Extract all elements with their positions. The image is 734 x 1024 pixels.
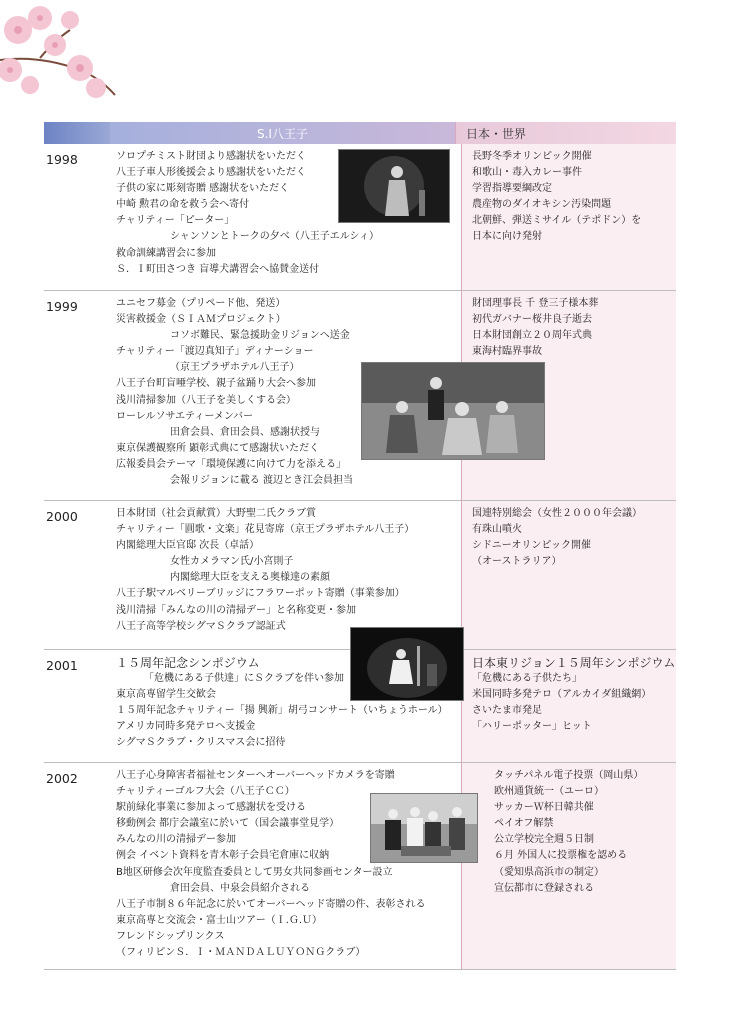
- list-item: チャリティー「圓歌・文楽」花見寄席（京王プラザホテル八王子）: [116, 524, 415, 536]
- list-item: タッチパネル電子投票（岡山県）: [494, 770, 644, 781]
- list-item: アメリカ同時多発テロへ支援金: [116, 721, 256, 733]
- list-item: 東京高専留学生交歓会: [116, 689, 216, 701]
- list-item: 長野冬季オリンピック開催: [472, 151, 592, 162]
- list-item: 田倉会員、倉田会員、感謝状授与: [170, 426, 320, 438]
- list-item: 欧州通貨統一（ユーロ）: [494, 786, 604, 798]
- meeting-photo: [370, 793, 478, 863]
- history-table: [44, 122, 676, 970]
- list-item: 会報リジョンに載る 渡辺とき江会員担当: [170, 475, 353, 487]
- list-item: 日本東リジョン１５周年シンポジウム: [472, 656, 676, 670]
- list-item: 八王子駅マルベリーブリッジにフラワーポット寄贈（事業参加）: [116, 588, 405, 600]
- list-item: 日本に向け発射: [472, 231, 542, 243]
- list-item: 浅川清掃「みんなの川の清掃デー」と名称変更・参加: [116, 604, 356, 616]
- list-item: 宣伝都市に登録される: [494, 882, 594, 894]
- list-item: 初代ガバナー桜井良子逝去: [472, 314, 592, 326]
- list-item: チャリティー「渡辺真知子」ディナーショー: [116, 346, 314, 358]
- concert-photo: [338, 149, 450, 223]
- list-item: ペイオフ解禁: [494, 818, 554, 830]
- header-world: 日本・世界: [455, 122, 676, 144]
- group-photo: [361, 362, 545, 460]
- list-item: B地区研修会次年度監査委員として男女共同参画センター設立: [116, 866, 393, 878]
- list-item: 八王子台町盲唖学校、親子盆踊り大会へ参加: [116, 378, 316, 390]
- list-item: Ｓ．Ｉ町田さつき 盲導犬講習会へ協賛金送付: [116, 263, 320, 275]
- list-item: 内閣総理大臣官邸 次長（卓話）: [116, 540, 260, 552]
- list-item: チャリティー「ピーター」: [116, 215, 235, 227]
- list-item: 日本財団（社会貢献賞）大野聖二氏クラブ賞: [116, 508, 316, 519]
- list-item: シャンソンとトークの夕べ（八王子エルシィ）: [170, 231, 379, 243]
- list-item: 八王子車人形後援会より感謝状をいただく: [116, 167, 306, 179]
- list-item: ６月 外国人に投票権を認める: [494, 850, 628, 862]
- list-item: ユニセフ募金（プリペード他、発送）: [116, 298, 286, 309]
- list-item: 倉田会員、中泉会員紹介される: [170, 882, 310, 894]
- header-si: S.I八王子: [110, 122, 455, 144]
- table-row: [44, 501, 676, 650]
- list-item: 有珠山噴火: [472, 524, 522, 536]
- list-item: ローレルソサエティーメンバー: [116, 410, 254, 422]
- list-item: （愛知県高浜市の制定）: [494, 866, 604, 878]
- list-item: （フィリピンＳ．Ｉ・ＭＡＮＤＡＬＵＹＯＮＧクラブ）: [116, 947, 366, 959]
- list-item: チャリティーゴルフ大会（八王子ＣＣ）: [116, 786, 295, 798]
- list-item: 公立学校完全週５日制: [494, 834, 594, 846]
- list-item: 国連特別総会（女性２０００年会議）: [472, 508, 642, 519]
- list-item: みんなの川の清掃デー参加: [116, 834, 236, 846]
- list-item: 財団理事長 千 登三子様本葬: [472, 298, 599, 309]
- list-item: 八王子高等学校シグマＳクラブ認証式: [116, 620, 286, 632]
- list-item: 和歌山・毒入カレー事件: [472, 167, 582, 179]
- year-label: 1998: [46, 152, 78, 167]
- list-item: 八王子市制８６年記念に於いてオーバーヘッド寄贈の件、表彰される: [116, 898, 426, 910]
- list-item: 駅前緑化事業に参加よって感謝状を受ける: [116, 802, 306, 814]
- cherry-blossom-decoration: [0, 0, 120, 110]
- list-item: 浅川清掃参加（八王子を美しくする会）: [116, 394, 296, 406]
- list-item: １５周年記念チャリティー「揚 興新」胡弓コンサート（いちょうホール）: [116, 705, 448, 717]
- table-row: [44, 291, 676, 501]
- list-item: １５周年記念シンポジウム: [116, 656, 260, 670]
- erhu-concert-photo: [350, 627, 464, 701]
- list-item: 東海村臨界事故: [472, 346, 542, 358]
- list-item: （オーストラリア）: [472, 556, 562, 568]
- list-item: 例会 イベント資料を青木彰子会員宅倉庫に収納: [116, 850, 330, 862]
- list-item: シドニーオリンピック開催: [472, 540, 591, 552]
- list-item: 学習指導要綱改定: [472, 183, 552, 195]
- header-year-cell: [44, 122, 110, 144]
- list-item: 災害救援金（ＳＩＡＭプロジェクト）: [116, 314, 286, 326]
- list-item: サッカーＷ杯日韓共催: [494, 802, 594, 814]
- year-label: 2000: [46, 509, 78, 524]
- list-item: フレンドシップリンクス: [116, 930, 225, 942]
- list-item: 米国同時多発テロ（アルカイダ組織網）: [472, 689, 652, 701]
- world-events: [461, 650, 676, 762]
- si-events: [112, 144, 461, 290]
- list-item: 中崎 勲君の命を救う会へ寄付: [116, 199, 250, 211]
- table-header: [44, 122, 676, 144]
- list-item: 日本財団創立２０周年式典: [472, 330, 592, 342]
- list-item: 北朝鮮、弾送ミサイル（テポドン）を: [472, 215, 642, 227]
- year-label: 1999: [46, 299, 78, 314]
- list-item: （京王プラザホテル八王子）: [170, 362, 300, 374]
- world-events: [461, 763, 676, 969]
- year-label: 2001: [46, 658, 78, 673]
- list-item: 広報委員会テーマ「環境保護に向けて力を添える」: [116, 458, 346, 470]
- list-item: 子供の家に彫刻寄贈 感謝状をいただく: [116, 183, 290, 195]
- table-row: [44, 763, 676, 970]
- list-item: 農産物のダイオキシン汚染問題: [472, 199, 612, 211]
- list-item: 「危機にある子供たち」: [472, 673, 582, 685]
- list-item: ソロプチミスト財団より感謝状をいただく: [116, 151, 306, 162]
- year-label: 2002: [46, 771, 78, 786]
- list-item: 東京保護観察所 顕彰式典にて感謝状いただく: [116, 442, 320, 454]
- list-item: 八王子心身障害者福祉センターへオーバーヘッドカメラを寄贈: [116, 770, 395, 781]
- table-row: [44, 144, 676, 291]
- list-item: コソボ難民、緊急援助金リジョンへ送金: [170, 330, 350, 342]
- list-item: 「危機にある子供達」にＳクラブを伴い参加: [144, 673, 344, 685]
- list-item: さいたま市発足: [472, 705, 542, 717]
- list-item: 女性カメラマン氏/小宮則子: [170, 556, 294, 568]
- world-events: [461, 144, 676, 290]
- list-item: 内閣総理大臣を支える奥様達の素顔: [170, 572, 330, 584]
- list-item: 東京高専と交流会・富士山ツアー（Ｉ.Ｇ.Ｕ）: [116, 914, 323, 926]
- list-item: 移動例会 都庁会議室に於いて（国会議事堂見学）: [116, 818, 340, 830]
- list-item: 「ハリーポッター」ヒット: [472, 721, 592, 733]
- list-item: 救命訓練講習会に参加: [116, 247, 216, 259]
- list-item: シグマＳクラブ・クリスマス会に招待: [116, 737, 286, 749]
- world-events: [461, 501, 676, 649]
